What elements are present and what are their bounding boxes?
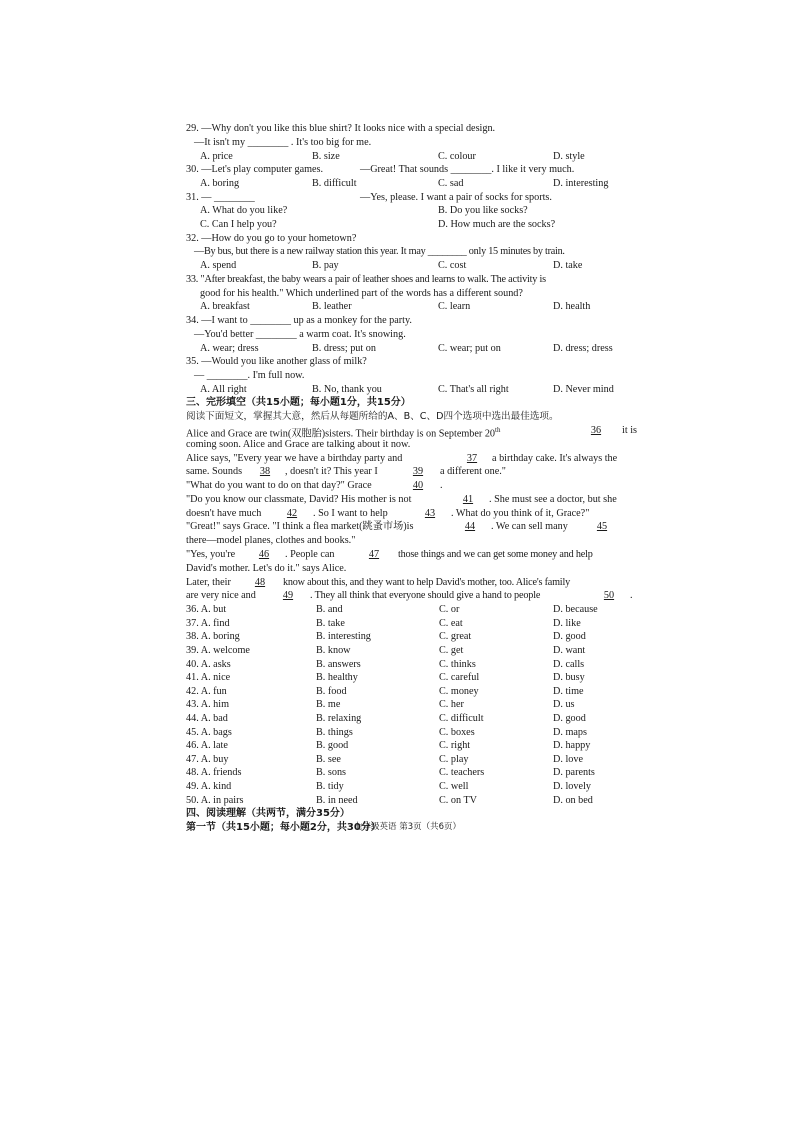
- q34-line2: —You'd better ________ a warm coat. It's snowing.: [194, 328, 406, 340]
- option-d[interactable]: D. on bed: [553, 794, 593, 806]
- cloze-option-row: [186, 644, 638, 658]
- option-b[interactable]: B. size: [312, 150, 340, 162]
- option-b[interactable]: B. in need: [316, 794, 358, 806]
- q35-options: [186, 383, 638, 397]
- option-b[interactable]: B. interesting: [316, 631, 371, 643]
- cloze-option-row: [186, 630, 638, 644]
- option-b[interactable]: B. sons: [316, 767, 347, 779]
- option-d[interactable]: D. want: [553, 645, 586, 657]
- passage-line4: same. Sounds 38 , doesn't it? This year I 39 a different one.": [186, 466, 506, 478]
- option-a[interactable]: 47. A. buy: [186, 753, 229, 765]
- option-a[interactable]: 38. A. boring: [186, 631, 240, 643]
- cloze-option-row: [186, 698, 638, 712]
- option-a[interactable]: 45. A. bags: [186, 726, 232, 738]
- q31-options-cd: [186, 218, 638, 232]
- passage-line9: there—model planes, clothes and books.": [186, 535, 356, 547]
- option-d[interactable]: D. take: [553, 260, 583, 272]
- option-b[interactable]: B. tidy: [316, 780, 344, 792]
- passage-line6: "Do you know our classmate, David? His mother is not 41 . She must see a doctor, but she: [186, 493, 617, 505]
- cloze-option-row: [186, 685, 638, 699]
- q32-line2: —By bus, but there is a new railway station this year. It may ________ only 15 minutes by train.: [194, 246, 565, 258]
- option-a[interactable]: 41. A. nice: [186, 672, 231, 684]
- option-b[interactable]: B. Do you like socks?: [438, 205, 528, 217]
- option-c[interactable]: C. get: [439, 645, 464, 657]
- q33-line2: good for his health." Which underlined part of the words has a different sound?: [200, 287, 523, 299]
- option-d[interactable]: D. happy: [553, 740, 591, 752]
- cloze-option-row: [186, 712, 638, 726]
- option-c[interactable]: C. right: [439, 740, 471, 752]
- cloze-option-row: [186, 780, 638, 794]
- option-c[interactable]: C. sad: [438, 177, 464, 189]
- q29-options: [186, 150, 638, 164]
- option-a[interactable]: 43. A. him: [186, 699, 230, 711]
- option-d[interactable]: D. How much are the socks?: [438, 218, 556, 230]
- option-b[interactable]: B. food: [316, 685, 347, 697]
- cloze-option-row: [186, 753, 638, 767]
- option-d[interactable]: D. dress; dress: [553, 342, 613, 354]
- cloze-option-row: [186, 671, 638, 685]
- option-a[interactable]: A. wear; dress: [200, 342, 259, 354]
- passage-line13: are very nice and 49 . They all think that everyone should give a hand to people 50 .: [186, 590, 633, 602]
- option-b[interactable]: B. see: [316, 753, 341, 765]
- cloze-option-row: [186, 739, 638, 753]
- cloze-options: [186, 603, 638, 807]
- option-a[interactable]: 50. A. in pairs: [186, 794, 244, 806]
- cloze-option-row: [186, 617, 638, 631]
- option-a[interactable]: A. spend: [200, 260, 237, 272]
- passage-line2: coming soon. Alice and Grace are talking about it now.: [186, 438, 411, 450]
- cloze-option-row: [186, 766, 638, 780]
- option-c[interactable]: C. eat: [439, 617, 463, 629]
- option-d[interactable]: D. time: [553, 685, 584, 697]
- option-d[interactable]: D. parents: [553, 767, 595, 779]
- option-b[interactable]: B. difficult: [312, 177, 357, 189]
- option-c[interactable]: C. money: [439, 685, 479, 697]
- cloze-option-row: [186, 726, 638, 740]
- option-b[interactable]: B. me: [316, 699, 341, 711]
- blank-43[interactable]: 43: [424, 507, 436, 519]
- option-b[interactable]: B. good: [316, 740, 349, 752]
- option-d[interactable]: D. style: [553, 150, 585, 162]
- blank-39[interactable]: 39: [412, 466, 424, 478]
- q32-options: [186, 259, 638, 273]
- q30-line1: 30. —Let's play computer games. —Great! That sounds ________. I like it very much.: [186, 164, 575, 176]
- section3-instruction: 阅读下面短文，掌握其大意，然后从每题所给的A、B、C、D四个选项中选出最佳选项。: [186, 411, 559, 423]
- blank-48[interactable]: 48: [254, 576, 266, 588]
- option-c[interactable]: C. or: [439, 604, 460, 616]
- option-d[interactable]: D. busy: [553, 672, 585, 684]
- option-d[interactable]: D. maps: [553, 726, 587, 738]
- option-a[interactable]: 48. A. friends: [186, 767, 242, 779]
- q32-line1: 32. —How do you go to your hometown?: [186, 232, 357, 244]
- blank-50[interactable]: 50: [603, 590, 615, 602]
- option-d[interactable]: D. us: [553, 699, 575, 711]
- q34-line1: 34. —I want to ________ up as a monkey for the party.: [186, 314, 412, 326]
- option-a[interactable]: A. breakfast: [200, 301, 250, 313]
- option-a[interactable]: A. price: [200, 150, 233, 162]
- cloze-option-row: [186, 794, 638, 808]
- option-b[interactable]: B. take: [316, 617, 345, 629]
- blank-44[interactable]: 44: [464, 521, 476, 533]
- section4-part1: 第一节（共15小题；每小题2分，共30分） 七年级英语 第3页（共6页）: [186, 821, 462, 833]
- blank-41[interactable]: 41: [462, 493, 474, 505]
- q35-line2: — ________. I'm full now.: [194, 369, 305, 381]
- page-footer: 七年级英语 第3页（共6页）: [354, 821, 462, 832]
- q35-line1: 35. —Would you like another glass of milk?: [186, 356, 367, 368]
- option-b[interactable]: B. relaxing: [316, 713, 362, 725]
- option-c[interactable]: C. great: [439, 631, 472, 643]
- option-b[interactable]: B. and: [316, 604, 343, 616]
- passage-line10: "Yes, you're 46 . People can 47 those things and we can get some money and help: [186, 549, 593, 561]
- option-b[interactable]: B. No, thank you: [312, 383, 382, 395]
- option-b[interactable]: B. know: [316, 645, 351, 657]
- option-b[interactable]: B. pay: [312, 260, 339, 272]
- option-a[interactable]: 49. A. kind: [186, 780, 232, 792]
- option-a[interactable]: 37. A. find: [186, 617, 230, 629]
- option-d[interactable]: D. interesting: [553, 177, 609, 189]
- cloze-option-row: [186, 658, 638, 672]
- option-c[interactable]: C. wear; put on: [438, 342, 501, 354]
- blank-36[interactable]: 36: [590, 424, 602, 436]
- cloze-option-row: [186, 603, 638, 617]
- option-d[interactable]: D. good: [553, 631, 586, 643]
- passage-line1: Alice and Grace are twin(双胞胎)sisters. Their birthday is on September 20th 36 it is: [186, 424, 638, 440]
- option-c[interactable]: C. her: [439, 699, 464, 711]
- blank-38[interactable]: 38: [259, 466, 271, 478]
- blank-45[interactable]: 45: [596, 521, 608, 533]
- option-d[interactable]: D. because: [553, 604, 598, 616]
- option-a[interactable]: 42. A. fun: [186, 685, 227, 697]
- option-c[interactable]: C. boxes: [439, 726, 475, 738]
- section3-title: 三、完形填空（共15小题；每小题1分，共15分）: [186, 397, 411, 409]
- option-c[interactable]: C. cost: [438, 260, 467, 272]
- q33-options: [186, 300, 638, 314]
- option-d[interactable]: D. calls: [553, 658, 585, 670]
- option-b[interactable]: B. healthy: [316, 672, 358, 684]
- q31-line1: 31. — ________ —Yes, please. I want a pair of socks for sports.: [186, 191, 552, 203]
- option-b[interactable]: B. answers: [316, 658, 361, 670]
- passage-line7: doesn't have much 42 . So I want to help 43 . What do you think of it, Grace?": [186, 507, 590, 519]
- q30-options: [186, 177, 638, 191]
- q34-options: [186, 342, 638, 356]
- q33-line1: 33. "After breakfast, the baby wears a pair of leather shoes and learns to walk. The activity is: [186, 273, 546, 285]
- passage-line11: David's mother. Let's do it." says Alice.: [186, 562, 347, 574]
- option-a[interactable]: A. boring: [200, 177, 240, 189]
- blank-49[interactable]: 49: [282, 590, 294, 602]
- option-b[interactable]: B. dress; put on: [312, 342, 376, 354]
- blank-42[interactable]: 42: [286, 507, 298, 519]
- q31-options-ab: [186, 204, 638, 218]
- blank-40[interactable]: 40: [412, 480, 424, 492]
- option-c[interactable]: C. careful: [439, 672, 480, 684]
- section4-title: 四、阅读理解（共两节，满分35分）: [186, 808, 350, 820]
- passage-line3: Alice says, "Every year we have a birthday party and 37 a birthday cake. It's always the: [186, 452, 618, 464]
- option-a[interactable]: 36. A. but: [186, 604, 227, 616]
- option-c[interactable]: C. teachers: [439, 767, 485, 779]
- option-a[interactable]: 44. A. bad: [186, 713, 228, 725]
- passage-line8: "Great!" says Grace. "I think a flea market(跳蚤市场)is 44 . We can sell many 45: [186, 520, 638, 534]
- passage-line5: "What do you want to do on that day?" Grace 40 .: [186, 480, 443, 492]
- option-c[interactable]: C. That's all right: [438, 383, 509, 395]
- option-c[interactable]: C. colour: [438, 150, 476, 162]
- option-a[interactable]: 40. A. asks: [186, 658, 231, 670]
- option-d[interactable]: D. like: [553, 617, 581, 629]
- q29-line2: —It isn't my ________ . It's too big for me.: [194, 136, 372, 148]
- option-a[interactable]: A. All right: [200, 383, 247, 395]
- option-b[interactable]: B. leather: [312, 301, 352, 313]
- option-d[interactable]: D. health: [553, 301, 591, 313]
- option-d[interactable]: D. good: [553, 713, 586, 725]
- option-a[interactable]: 46. A. late: [186, 740, 228, 752]
- option-c[interactable]: C. play: [439, 753, 469, 765]
- option-a[interactable]: 39. A. welcome: [186, 645, 250, 657]
- option-c[interactable]: C. thinks: [439, 658, 476, 670]
- option-c[interactable]: C. on TV: [439, 794, 478, 806]
- q29-line1: 29. —Why don't you like this blue shirt? It looks nice with a special design.: [186, 123, 496, 134]
- blank-37[interactable]: 37: [466, 452, 478, 464]
- option-b[interactable]: B. things: [316, 726, 353, 738]
- exam-content: [186, 122, 638, 835]
- option-c[interactable]: C. difficult: [439, 713, 484, 725]
- option-c[interactable]: C. learn: [438, 301, 471, 313]
- option-d[interactable]: D. Never mind: [553, 383, 614, 395]
- option-c[interactable]: C. well: [439, 780, 469, 792]
- option-d[interactable]: D. love: [553, 753, 583, 765]
- option-a[interactable]: A. What do you like?: [200, 205, 288, 217]
- option-c[interactable]: C. Can I help you?: [200, 218, 277, 230]
- blank-47[interactable]: 47: [368, 549, 380, 561]
- blank-46[interactable]: 46: [258, 549, 270, 561]
- passage-line12: Later, their 48 know about this, and they want to help David's mother, too. Alice's family: [186, 576, 570, 588]
- option-d[interactable]: D. lovely: [553, 780, 591, 792]
